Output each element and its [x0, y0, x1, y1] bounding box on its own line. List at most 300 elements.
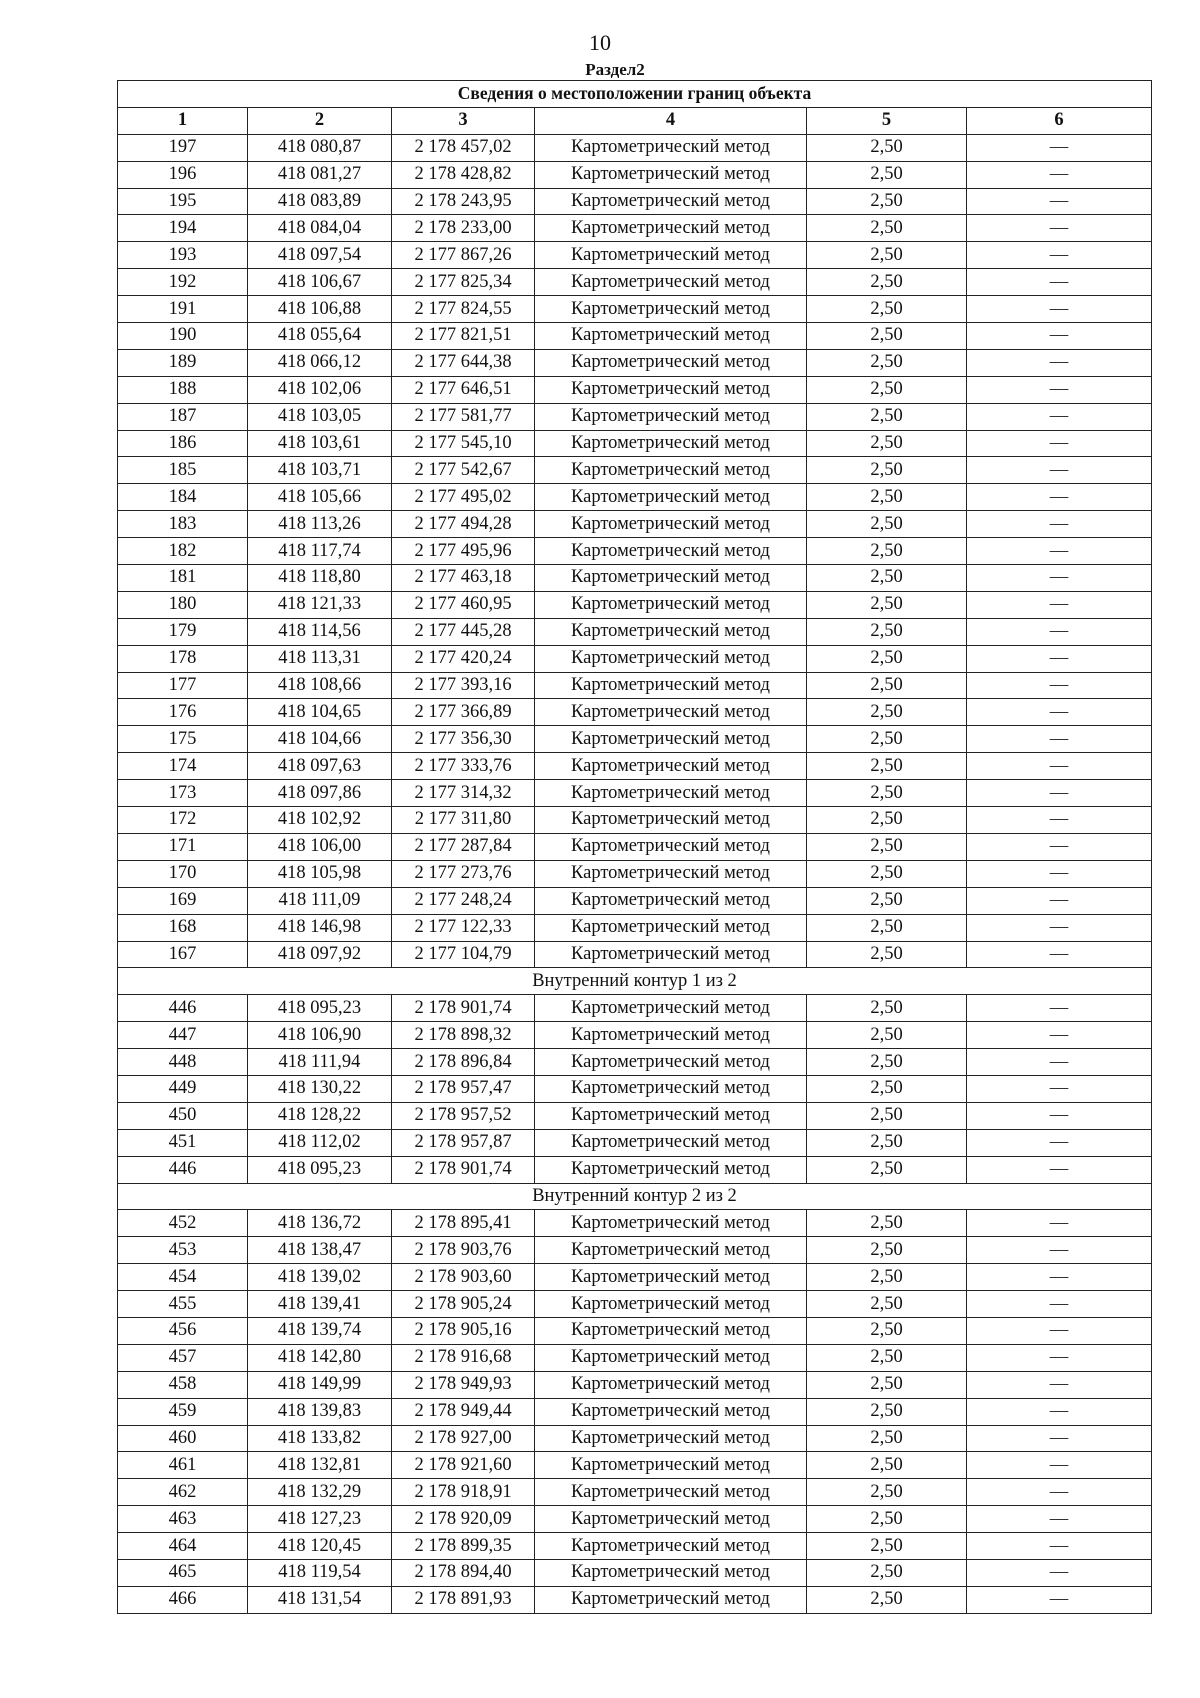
point-number-cell: 185 — [118, 457, 248, 484]
note-cell: — — [967, 780, 1152, 807]
table-row — [118, 161, 1152, 188]
accuracy-cell: 2,50 — [807, 780, 967, 807]
note-cell: — — [967, 430, 1152, 457]
method-cell: Картометрический метод — [535, 726, 807, 753]
accuracy-cell: 2,50 — [807, 1210, 967, 1237]
method-cell: Картометрический метод — [535, 538, 807, 565]
accuracy-cell: 2,50 — [807, 645, 967, 672]
point-number-cell: 451 — [118, 1129, 248, 1156]
method-cell: Картометрический метод — [535, 807, 807, 834]
method-cell: Картометрический метод — [535, 1210, 807, 1237]
method-cell: Картометрический метод — [535, 484, 807, 511]
method-cell: Картометрический метод — [535, 995, 807, 1022]
note-cell: — — [967, 484, 1152, 511]
point-number-cell: 190 — [118, 323, 248, 350]
y-coordinate-cell: 2 178 949,44 — [392, 1398, 535, 1425]
x-coordinate-cell: 418 132,81 — [248, 1452, 392, 1479]
y-coordinate-cell: 2 177 311,80 — [392, 807, 535, 834]
method-cell: Картометрический метод — [535, 887, 807, 914]
y-coordinate-cell: 2 177 287,84 — [392, 833, 535, 860]
table-row — [118, 484, 1152, 511]
y-coordinate-cell: 2 177 393,16 — [392, 672, 535, 699]
method-cell: Картометрический метод — [535, 349, 807, 376]
table-row — [118, 1237, 1152, 1264]
point-number-cell: 184 — [118, 484, 248, 511]
note-cell: — — [967, 565, 1152, 592]
y-coordinate-cell: 2 177 646,51 — [392, 376, 535, 403]
x-coordinate-cell: 418 131,54 — [248, 1586, 392, 1613]
y-coordinate-cell: 2 178 916,68 — [392, 1344, 535, 1371]
x-coordinate-cell: 418 097,63 — [248, 753, 392, 780]
point-number-cell: 173 — [118, 780, 248, 807]
point-number-cell: 455 — [118, 1291, 248, 1318]
contour-header-row — [118, 1183, 1152, 1210]
note-cell: — — [967, 215, 1152, 242]
column-header: 3 — [392, 107, 535, 134]
y-coordinate-cell: 2 178 921,60 — [392, 1452, 535, 1479]
y-coordinate-cell: 2 178 233,00 — [392, 215, 535, 242]
accuracy-cell: 2,50 — [807, 1049, 967, 1076]
point-number-cell: 466 — [118, 1586, 248, 1613]
accuracy-cell: 2,50 — [807, 995, 967, 1022]
y-coordinate-cell: 2 177 494,28 — [392, 511, 535, 538]
y-coordinate-cell: 2 177 273,76 — [392, 860, 535, 887]
table-row — [118, 1344, 1152, 1371]
point-number-cell: 448 — [118, 1049, 248, 1076]
point-number-cell: 449 — [118, 1075, 248, 1102]
accuracy-cell: 2,50 — [807, 1344, 967, 1371]
note-cell: — — [967, 941, 1152, 968]
table-row — [118, 1156, 1152, 1183]
point-number-cell: 191 — [118, 296, 248, 323]
x-coordinate-cell: 418 136,72 — [248, 1210, 392, 1237]
table-row — [118, 699, 1152, 726]
point-number-cell: 179 — [118, 618, 248, 645]
note-cell: — — [967, 1533, 1152, 1560]
table-row — [118, 1533, 1152, 1560]
note-cell: — — [967, 538, 1152, 565]
accuracy-cell: 2,50 — [807, 1452, 967, 1479]
note-cell: — — [967, 1452, 1152, 1479]
y-coordinate-cell: 2 177 420,24 — [392, 645, 535, 672]
table-row — [118, 403, 1152, 430]
note-cell: — — [967, 1022, 1152, 1049]
x-coordinate-cell: 418 080,87 — [248, 134, 392, 161]
method-cell: Картометрический метод — [535, 1022, 807, 1049]
point-number-cell: 175 — [118, 726, 248, 753]
table-row — [118, 1586, 1152, 1613]
point-number-cell: 450 — [118, 1102, 248, 1129]
point-number-cell: 189 — [118, 349, 248, 376]
x-coordinate-cell: 418 102,92 — [248, 807, 392, 834]
y-coordinate-cell: 2 178 891,93 — [392, 1586, 535, 1613]
method-cell: Картометрический метод — [535, 430, 807, 457]
point-number-cell: 176 — [118, 699, 248, 726]
x-coordinate-cell: 418 106,00 — [248, 833, 392, 860]
point-number-cell: 452 — [118, 1210, 248, 1237]
method-cell: Картометрический метод — [535, 1291, 807, 1318]
table-row — [118, 941, 1152, 968]
note-cell: — — [967, 860, 1152, 887]
table-row — [118, 1075, 1152, 1102]
point-number-cell: 454 — [118, 1264, 248, 1291]
accuracy-cell: 2,50 — [807, 1129, 967, 1156]
method-cell: Картометрический метод — [535, 511, 807, 538]
point-number-cell: 192 — [118, 269, 248, 296]
accuracy-cell: 2,50 — [807, 484, 967, 511]
y-coordinate-cell: 2 177 460,95 — [392, 591, 535, 618]
y-coordinate-cell: 2 177 542,67 — [392, 457, 535, 484]
table-row — [118, 242, 1152, 269]
point-number-cell: 181 — [118, 565, 248, 592]
coordinates-table — [117, 80, 1152, 1614]
y-coordinate-cell: 2 177 821,51 — [392, 323, 535, 350]
note-cell: — — [967, 995, 1152, 1022]
method-cell: Картометрический метод — [535, 1075, 807, 1102]
method-cell: Картометрический метод — [535, 1559, 807, 1586]
contour-label: Внутренний контур 2 из 2 — [118, 1183, 1152, 1210]
table-row — [118, 1506, 1152, 1533]
table-row — [118, 780, 1152, 807]
method-cell: Картометрический метод — [535, 860, 807, 887]
y-coordinate-cell: 2 178 949,93 — [392, 1371, 535, 1398]
accuracy-cell: 2,50 — [807, 269, 967, 296]
method-cell: Картометрический метод — [535, 941, 807, 968]
x-coordinate-cell: 418 066,12 — [248, 349, 392, 376]
point-number-cell: 446 — [118, 995, 248, 1022]
y-coordinate-cell: 2 178 918,91 — [392, 1479, 535, 1506]
x-coordinate-cell: 418 149,99 — [248, 1371, 392, 1398]
method-cell: Картометрический метод — [535, 296, 807, 323]
table-row — [118, 1049, 1152, 1076]
x-coordinate-cell: 418 139,83 — [248, 1398, 392, 1425]
table-row — [118, 887, 1152, 914]
x-coordinate-cell: 418 142,80 — [248, 1344, 392, 1371]
method-cell: Картометрический метод — [535, 1156, 807, 1183]
note-cell: — — [967, 349, 1152, 376]
note-cell: — — [967, 511, 1152, 538]
column-header: 2 — [248, 107, 392, 134]
point-number-cell: 462 — [118, 1479, 248, 1506]
table-caption-row — [118, 81, 1152, 108]
note-cell: — — [967, 376, 1152, 403]
method-cell: Картометрический метод — [535, 188, 807, 215]
note-cell: — — [967, 296, 1152, 323]
accuracy-cell: 2,50 — [807, 1075, 967, 1102]
x-coordinate-cell: 418 128,22 — [248, 1102, 392, 1129]
accuracy-cell: 2,50 — [807, 1559, 967, 1586]
y-coordinate-cell: 2 178 899,35 — [392, 1533, 535, 1560]
accuracy-cell: 2,50 — [807, 376, 967, 403]
note-cell: — — [967, 1398, 1152, 1425]
x-coordinate-cell: 418 113,31 — [248, 645, 392, 672]
table-row — [118, 349, 1152, 376]
note-cell: — — [967, 1506, 1152, 1533]
method-cell: Картометрический метод — [535, 672, 807, 699]
y-coordinate-cell: 2 178 957,47 — [392, 1075, 535, 1102]
y-coordinate-cell: 2 178 457,02 — [392, 134, 535, 161]
accuracy-cell: 2,50 — [807, 753, 967, 780]
accuracy-cell: 2,50 — [807, 188, 967, 215]
column-number-row — [118, 107, 1152, 134]
note-cell: — — [967, 807, 1152, 834]
point-number-cell: 197 — [118, 134, 248, 161]
table-row — [118, 457, 1152, 484]
method-cell: Картометрический метод — [535, 403, 807, 430]
y-coordinate-cell: 2 178 927,00 — [392, 1425, 535, 1452]
accuracy-cell: 2,50 — [807, 1237, 967, 1264]
note-cell: — — [967, 672, 1152, 699]
note-cell: — — [967, 1371, 1152, 1398]
method-cell: Картометрический метод — [535, 1506, 807, 1533]
table-row — [118, 565, 1152, 592]
point-number-cell: 193 — [118, 242, 248, 269]
note-cell: — — [967, 1129, 1152, 1156]
accuracy-cell: 2,50 — [807, 457, 967, 484]
accuracy-cell: 2,50 — [807, 403, 967, 430]
method-cell: Картометрический метод — [535, 1479, 807, 1506]
table-row — [118, 860, 1152, 887]
accuracy-cell: 2,50 — [807, 887, 967, 914]
table-row — [118, 1425, 1152, 1452]
point-number-cell: 453 — [118, 1237, 248, 1264]
note-cell: — — [967, 323, 1152, 350]
point-number-cell: 459 — [118, 1398, 248, 1425]
point-number-cell: 182 — [118, 538, 248, 565]
y-coordinate-cell: 2 178 894,40 — [392, 1559, 535, 1586]
table-row — [118, 1129, 1152, 1156]
note-cell: — — [967, 188, 1152, 215]
method-cell: Картометрический метод — [535, 1586, 807, 1613]
x-coordinate-cell: 418 106,90 — [248, 1022, 392, 1049]
table-row — [118, 1291, 1152, 1318]
note-cell: — — [967, 1102, 1152, 1129]
y-coordinate-cell: 2 177 356,30 — [392, 726, 535, 753]
contour-header-row — [118, 968, 1152, 995]
x-coordinate-cell: 418 139,74 — [248, 1317, 392, 1344]
table-row — [118, 1371, 1152, 1398]
table-row — [118, 995, 1152, 1022]
accuracy-cell: 2,50 — [807, 914, 967, 941]
accuracy-cell: 2,50 — [807, 242, 967, 269]
x-coordinate-cell: 418 106,88 — [248, 296, 392, 323]
y-coordinate-cell: 2 178 901,74 — [392, 1156, 535, 1183]
table-row — [118, 1264, 1152, 1291]
point-number-cell: 464 — [118, 1533, 248, 1560]
method-cell: Картометрический метод — [535, 457, 807, 484]
table-body — [118, 134, 1152, 1613]
table-row — [118, 591, 1152, 618]
point-number-cell: 456 — [118, 1317, 248, 1344]
y-coordinate-cell: 2 178 898,32 — [392, 1022, 535, 1049]
accuracy-cell: 2,50 — [807, 1425, 967, 1452]
section-title: Раздел2 — [585, 60, 645, 79]
column-header: 4 — [535, 107, 807, 134]
note-cell: — — [967, 242, 1152, 269]
accuracy-cell: 2,50 — [807, 860, 967, 887]
x-coordinate-cell: 418 127,23 — [248, 1506, 392, 1533]
method-cell: Картометрический метод — [535, 1425, 807, 1452]
x-coordinate-cell: 418 095,23 — [248, 995, 392, 1022]
note-cell: — — [967, 887, 1152, 914]
y-coordinate-cell: 2 177 545,10 — [392, 430, 535, 457]
contour-label: Внутренний контур 1 из 2 — [118, 968, 1152, 995]
point-number-cell: 168 — [118, 914, 248, 941]
x-coordinate-cell: 418 114,56 — [248, 618, 392, 645]
x-coordinate-cell: 418 104,65 — [248, 699, 392, 726]
column-header: 1 — [118, 107, 248, 134]
y-coordinate-cell: 2 177 825,34 — [392, 269, 535, 296]
accuracy-cell: 2,50 — [807, 618, 967, 645]
table-row — [118, 376, 1152, 403]
x-coordinate-cell: 418 095,23 — [248, 1156, 392, 1183]
x-coordinate-cell: 418 146,98 — [248, 914, 392, 941]
x-coordinate-cell: 418 138,47 — [248, 1237, 392, 1264]
accuracy-cell: 2,50 — [807, 430, 967, 457]
method-cell: Картометрический метод — [535, 1452, 807, 1479]
y-coordinate-cell: 2 177 445,28 — [392, 618, 535, 645]
note-cell: — — [967, 457, 1152, 484]
note-cell: — — [967, 1156, 1152, 1183]
table-row — [118, 753, 1152, 780]
method-cell: Картометрический метод — [535, 1237, 807, 1264]
x-coordinate-cell: 418 105,98 — [248, 860, 392, 887]
y-coordinate-cell: 2 177 644,38 — [392, 349, 535, 376]
method-cell: Картометрический метод — [535, 1317, 807, 1344]
note-cell: — — [967, 618, 1152, 645]
table-row — [118, 1559, 1152, 1586]
point-number-cell: 167 — [118, 941, 248, 968]
method-cell: Картометрический метод — [535, 215, 807, 242]
point-number-cell: 172 — [118, 807, 248, 834]
method-cell: Картометрический метод — [535, 1049, 807, 1076]
column-header: 5 — [807, 107, 967, 134]
note-cell: — — [967, 269, 1152, 296]
x-coordinate-cell: 418 105,66 — [248, 484, 392, 511]
table-row — [118, 296, 1152, 323]
y-coordinate-cell: 2 178 901,74 — [392, 995, 535, 1022]
note-cell: — — [967, 753, 1152, 780]
table-row — [118, 511, 1152, 538]
y-coordinate-cell: 2 178 957,52 — [392, 1102, 535, 1129]
y-coordinate-cell: 2 178 903,60 — [392, 1264, 535, 1291]
x-coordinate-cell: 418 130,22 — [248, 1075, 392, 1102]
table-row — [118, 430, 1152, 457]
y-coordinate-cell: 2 178 905,16 — [392, 1317, 535, 1344]
x-coordinate-cell: 418 084,04 — [248, 215, 392, 242]
accuracy-cell: 2,50 — [807, 1102, 967, 1129]
y-coordinate-cell: 2 177 104,79 — [392, 941, 535, 968]
table-caption: Сведения о местоположении границ объекта — [118, 81, 1152, 108]
note-cell: — — [967, 1317, 1152, 1344]
x-coordinate-cell: 418 106,67 — [248, 269, 392, 296]
method-cell: Картометрический метод — [535, 161, 807, 188]
y-coordinate-cell: 2 177 463,18 — [392, 565, 535, 592]
accuracy-cell: 2,50 — [807, 807, 967, 834]
method-cell: Картометрический метод — [535, 699, 807, 726]
column-header: 6 — [967, 107, 1152, 134]
table-row — [118, 1022, 1152, 1049]
table-row — [118, 1479, 1152, 1506]
note-cell: — — [967, 1559, 1152, 1586]
method-cell: Картометрический метод — [535, 134, 807, 161]
point-number-cell: 458 — [118, 1371, 248, 1398]
note-cell: — — [967, 699, 1152, 726]
y-coordinate-cell: 2 178 428,82 — [392, 161, 535, 188]
table-row — [118, 807, 1152, 834]
point-number-cell: 195 — [118, 188, 248, 215]
y-coordinate-cell: 2 178 243,95 — [392, 188, 535, 215]
accuracy-cell: 2,50 — [807, 161, 967, 188]
point-number-cell: 457 — [118, 1344, 248, 1371]
table-row — [118, 914, 1152, 941]
method-cell: Картометрический метод — [535, 591, 807, 618]
x-coordinate-cell: 418 097,86 — [248, 780, 392, 807]
method-cell: Картометрический метод — [535, 1129, 807, 1156]
method-cell: Картометрический метод — [535, 1344, 807, 1371]
x-coordinate-cell: 418 112,02 — [248, 1129, 392, 1156]
accuracy-cell: 2,50 — [807, 1479, 967, 1506]
x-coordinate-cell: 418 111,09 — [248, 887, 392, 914]
point-number-cell: 180 — [118, 591, 248, 618]
accuracy-cell: 2,50 — [807, 699, 967, 726]
accuracy-cell: 2,50 — [807, 323, 967, 350]
point-number-cell: 170 — [118, 860, 248, 887]
note-cell: — — [967, 1237, 1152, 1264]
x-coordinate-cell: 418 103,71 — [248, 457, 392, 484]
y-coordinate-cell: 2 178 957,87 — [392, 1129, 535, 1156]
table-row — [118, 833, 1152, 860]
y-coordinate-cell: 2 177 495,96 — [392, 538, 535, 565]
x-coordinate-cell: 418 121,33 — [248, 591, 392, 618]
y-coordinate-cell: 2 177 867,26 — [392, 242, 535, 269]
table-row — [118, 134, 1152, 161]
table-row — [118, 538, 1152, 565]
note-cell: — — [967, 403, 1152, 430]
x-coordinate-cell: 418 113,26 — [248, 511, 392, 538]
method-cell: Картометрический метод — [535, 645, 807, 672]
x-coordinate-cell: 418 117,74 — [248, 538, 392, 565]
y-coordinate-cell: 2 177 122,33 — [392, 914, 535, 941]
page-number: 10 — [589, 30, 611, 55]
note-cell: — — [967, 1075, 1152, 1102]
point-number-cell: 177 — [118, 672, 248, 699]
y-coordinate-cell: 2 178 896,84 — [392, 1049, 535, 1076]
x-coordinate-cell: 418 132,29 — [248, 1479, 392, 1506]
table-row — [118, 188, 1152, 215]
point-number-cell: 465 — [118, 1559, 248, 1586]
x-coordinate-cell: 418 133,82 — [248, 1425, 392, 1452]
accuracy-cell: 2,50 — [807, 1371, 967, 1398]
method-cell: Картометрический метод — [535, 269, 807, 296]
x-coordinate-cell: 418 083,89 — [248, 188, 392, 215]
note-cell: — — [967, 833, 1152, 860]
accuracy-cell: 2,50 — [807, 1291, 967, 1318]
point-number-cell: 183 — [118, 511, 248, 538]
x-coordinate-cell: 418 097,54 — [248, 242, 392, 269]
point-number-cell: 169 — [118, 887, 248, 914]
method-cell: Картометрический метод — [535, 1533, 807, 1560]
y-coordinate-cell: 2 177 314,32 — [392, 780, 535, 807]
x-coordinate-cell: 418 111,94 — [248, 1049, 392, 1076]
point-number-cell: 447 — [118, 1022, 248, 1049]
accuracy-cell: 2,50 — [807, 1586, 967, 1613]
point-number-cell: 171 — [118, 833, 248, 860]
table-row — [118, 215, 1152, 242]
accuracy-cell: 2,50 — [807, 1533, 967, 1560]
point-number-cell: 188 — [118, 376, 248, 403]
y-coordinate-cell: 2 178 903,76 — [392, 1237, 535, 1264]
